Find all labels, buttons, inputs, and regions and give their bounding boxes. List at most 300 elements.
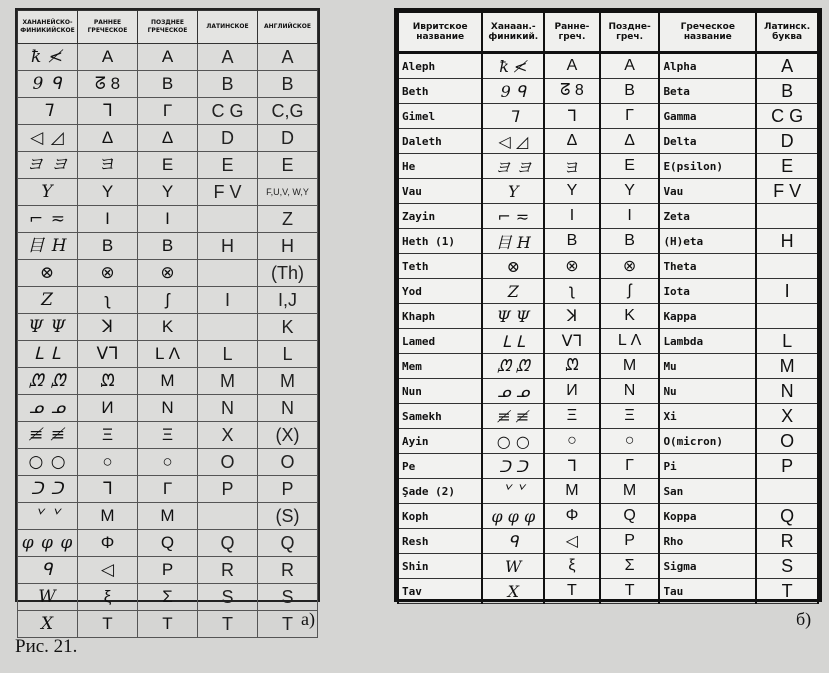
table-a-cell: (X) — [258, 422, 318, 449]
table-b-cell: ꓘ — [544, 304, 600, 329]
table-b-cell: E(psilon) — [659, 154, 756, 179]
table-a-cell: (Th) — [258, 260, 318, 287]
table-b-cell: Teth — [398, 254, 482, 279]
table-b-cell: Iota — [659, 279, 756, 304]
table-a-cell: ᐯᒣ — [78, 341, 138, 368]
table-b-cell — [756, 304, 818, 329]
table-a-cell: E — [258, 152, 318, 179]
table-b-cell: O(micron) — [659, 429, 756, 454]
table-b-cell: Sigma — [659, 554, 756, 579]
table-b-cell: ○ — [544, 429, 600, 454]
table-row — [18, 233, 318, 260]
table-a-cell: Ψ Ψ — [18, 314, 78, 341]
table-a-cell — [198, 503, 258, 530]
table-row — [398, 229, 818, 254]
table-a-cell: ᓄ ᓄ — [18, 395, 78, 422]
table-a-cell: D — [258, 125, 318, 152]
table-row — [398, 504, 818, 529]
table-a-cell: M — [198, 368, 258, 395]
table-b-cell: N — [600, 379, 660, 404]
table-row — [18, 557, 318, 584]
table-a-header-cell: ХАНАНЕЙСКО-ФИНИКИЙСКОЕ — [18, 11, 78, 44]
table-b-cell: Zeta — [659, 204, 756, 229]
table-row — [18, 503, 318, 530]
table-a-cell: ᒣ — [78, 98, 138, 125]
table-b-cell: ◁ ◿ — [482, 129, 544, 154]
table-row — [398, 579, 818, 604]
table-a-cell: B — [78, 233, 138, 260]
table-b-cell: K — [600, 304, 660, 329]
table-row — [18, 314, 318, 341]
table-a — [15, 8, 320, 634]
table-b-cell: E — [756, 154, 818, 179]
table-b-cell: R — [756, 529, 818, 554]
figure-caption: Рис. 21. — [15, 636, 78, 657]
table-b-cell: ᐯᒣ — [544, 329, 600, 354]
table-a-cell: C,G — [258, 98, 318, 125]
table-b-cell: Theta — [659, 254, 756, 279]
table-a-cell: F V — [198, 179, 258, 206]
table-b-cell: Koph — [398, 504, 482, 529]
table-b-cell: ヨ ヨ — [482, 154, 544, 179]
table-a-cell: T — [258, 611, 318, 638]
table-b-cell: Γ — [600, 104, 660, 129]
table-b-cell: Σ — [600, 554, 660, 579]
table-row — [398, 554, 818, 579]
table-row — [18, 287, 318, 314]
table-b-cell: ⊗ — [482, 254, 544, 279]
table-b-cell: ○ ○ — [482, 429, 544, 454]
table-a-cell: I,J — [258, 287, 318, 314]
table-a-cell: ʅ — [78, 287, 138, 314]
table-b-cell: D — [756, 129, 818, 154]
table-b-cell: C G — [756, 104, 818, 129]
table-a-cell: ꝁ ≮ — [18, 44, 78, 71]
table-b-cell: I — [756, 279, 818, 304]
table-b-cell: San — [659, 479, 756, 504]
table-a-cell: N — [198, 395, 258, 422]
table-a-cell: Q — [258, 530, 318, 557]
table-a-cell: B — [138, 71, 198, 98]
table-a-cell: Ξ — [138, 422, 198, 449]
table-a-cell: ◁ — [78, 557, 138, 584]
table-b-cell: Lambda — [659, 329, 756, 354]
table-a-cell: Q — [198, 530, 258, 557]
table-b-cell: ꝁ ≮ — [482, 53, 544, 79]
table-a-cell: 9 ᑫ — [18, 71, 78, 98]
table-a-cell: ᑐ ᑐ — [18, 476, 78, 503]
table-b-cell: Tau — [659, 579, 756, 604]
table-b-cell: Γ — [600, 454, 660, 479]
table-a-cell: ⊗ — [18, 260, 78, 287]
table-a-cell: O — [198, 449, 258, 476]
table-a-cell: ≢ ≢ — [18, 422, 78, 449]
table-a-cell: ◁ ◿ — [18, 125, 78, 152]
table-b-cell: Pe — [398, 454, 482, 479]
table-b-cell: ᘁ ᘁ — [482, 479, 544, 504]
table-b-cell: Yod — [398, 279, 482, 304]
table-b-cell: N — [756, 379, 818, 404]
table-b-cell: ξ — [544, 554, 600, 579]
table-row — [18, 449, 318, 476]
table-a-cell: P — [198, 476, 258, 503]
table-b-cell: Q — [756, 504, 818, 529]
table-b-header-row — [398, 12, 818, 53]
table-b-cell: O — [756, 429, 818, 454]
table-a-cell: ⊗ — [138, 260, 198, 287]
table-a-cell: N — [258, 395, 318, 422]
table-a-cell: ᒣ — [18, 98, 78, 125]
table-b-cell: Resh — [398, 529, 482, 554]
table-row — [398, 279, 818, 304]
table-b-cell: Beth — [398, 79, 482, 104]
table-b-cell: ᘔ 8 — [544, 79, 600, 104]
table-a-cell: И — [78, 395, 138, 422]
table-b-cell: X — [482, 579, 544, 604]
table-a-cell: Σ — [138, 584, 198, 611]
table-a-cell: S — [198, 584, 258, 611]
table-b-cell: ᑫ — [482, 529, 544, 554]
table-b-cell: M — [544, 479, 600, 504]
table-b-cell: 目 H — [482, 229, 544, 254]
table-a-cell: K — [138, 314, 198, 341]
table-b-header-cell: Латинск. буква — [756, 12, 818, 53]
table-a-cell: Y — [138, 179, 198, 206]
table-b-cell: Aleph — [398, 53, 482, 79]
table-b-cell: B — [600, 79, 660, 104]
table-row — [398, 404, 818, 429]
table-b-cell — [756, 479, 818, 504]
table-a-cell: Δ — [78, 125, 138, 152]
table-a-cell: X — [198, 422, 258, 449]
table-b-cell: Ayin — [398, 429, 482, 454]
table-a-cell — [198, 314, 258, 341]
table-row — [18, 206, 318, 233]
table-a-cell: ᘔ 8 — [78, 71, 138, 98]
table-a-cell: B — [198, 71, 258, 98]
table-b-cell: Y — [482, 179, 544, 204]
table-b-cell: Pi — [659, 454, 756, 479]
table-a-cell: I — [78, 206, 138, 233]
table-a-cell: C G — [198, 98, 258, 125]
table-row — [398, 179, 818, 204]
table-a-cell: R — [198, 557, 258, 584]
table-a-cell: T — [138, 611, 198, 638]
table-row — [398, 454, 818, 479]
table-a-cell: ⌐ ≂ — [18, 206, 78, 233]
table-a-cell: (S) — [258, 503, 318, 530]
table-b-cell: ᒣ — [544, 104, 600, 129]
table-a-cell: A — [198, 44, 258, 71]
table-b-cell: F V — [756, 179, 818, 204]
table-row — [398, 53, 818, 79]
label-a: а) — [301, 609, 315, 629]
table-b-cell: M — [600, 354, 660, 379]
table-b-cell: И — [544, 379, 600, 404]
table-a-cell: E — [198, 152, 258, 179]
table-row — [398, 354, 818, 379]
table-a-cell: Z — [258, 206, 318, 233]
table-a-cell: T — [198, 611, 258, 638]
table-b-cell: A — [600, 53, 660, 79]
table-b-cell: M — [756, 354, 818, 379]
table-b-cell: ᓄ ᓄ — [482, 379, 544, 404]
table-a-cell: ○ ○ — [18, 449, 78, 476]
table-a-cell: Y — [78, 179, 138, 206]
table-a-cell: ヨ ヨ — [18, 152, 78, 179]
table-b-cell: A — [756, 53, 818, 79]
table-b-cell: A — [544, 53, 600, 79]
table-a-header-cell: ПОЗДНЕЕ ГРЕЧЕСКОЕ — [138, 11, 198, 44]
table-b-cell: Vau — [398, 179, 482, 204]
table-b-cell: Daleth — [398, 129, 482, 154]
table-a-cell: D — [198, 125, 258, 152]
table-b-cell: Delta — [659, 129, 756, 154]
table-b-cell: Gamma — [659, 104, 756, 129]
table-a-cell: L — [198, 341, 258, 368]
table-row — [398, 329, 818, 354]
table-row — [398, 154, 818, 179]
table-a-cell: L Λ — [138, 341, 198, 368]
table-a-cell: L — [258, 341, 318, 368]
table-b-cell: ʃ — [600, 279, 660, 304]
table-a-cell: ᘻ — [78, 368, 138, 395]
table-b-cell: Φ — [544, 504, 600, 529]
table-b-cell: (H)eta — [659, 229, 756, 254]
table-b-cell: Rho — [659, 529, 756, 554]
table-b-cell: ≢ ≢ — [482, 404, 544, 429]
table-b-cell: Q — [600, 504, 660, 529]
table-b-cell: ○ — [600, 429, 660, 454]
table-b-cell: L Λ — [600, 329, 660, 354]
table-row — [398, 104, 818, 129]
table-b-cell: Δ — [600, 129, 660, 154]
table-row — [398, 429, 818, 454]
table-a-header-cell: РАННЕЕ ГРЕЧЕСКОЕ — [78, 11, 138, 44]
table-row — [398, 204, 818, 229]
table-b-cell: Şade (2) — [398, 479, 482, 504]
table-b-cell: Xi — [659, 404, 756, 429]
table-b-cell: Vau — [659, 179, 756, 204]
table-b-cell: T — [756, 579, 818, 604]
table-a-cell: Ξ — [78, 422, 138, 449]
table-b-header-cell: Ранне-греч. — [544, 12, 600, 53]
table-b-cell: S — [756, 554, 818, 579]
table-b-cell: ᑐ ᑐ — [482, 454, 544, 479]
table-a-cell: S — [258, 584, 318, 611]
table-b-cell: Shin — [398, 554, 482, 579]
table-row — [18, 368, 318, 395]
table-b-cell: ᒣ — [544, 454, 600, 479]
table-a-cell: φ φ φ — [18, 530, 78, 557]
table-b-cell: Koppa — [659, 504, 756, 529]
table-b-cell: I — [600, 204, 660, 229]
table-a-cell: ᒪ ᒪ — [18, 341, 78, 368]
table-b-cell: ⊗ — [544, 254, 600, 279]
table-a-cell: ᘁ ᘁ — [18, 503, 78, 530]
table-a-cell: I — [198, 287, 258, 314]
table-a-header-cell: АНГЛИЙСКОЕ — [258, 11, 318, 44]
table-b-cell: P — [600, 529, 660, 554]
table-a-cell: I — [138, 206, 198, 233]
table-row — [18, 98, 318, 125]
table-b-cell: ᘻ ᘻ — [482, 354, 544, 379]
table-a-cell: B — [138, 233, 198, 260]
table-b-cell: He — [398, 154, 482, 179]
table-row — [398, 529, 818, 554]
table-b-cell: 9 ᑫ — [482, 79, 544, 104]
table-b-cell: Kappa — [659, 304, 756, 329]
table-a-cell: ○ — [138, 449, 198, 476]
table-b-header-cell: Поздне-греч. — [600, 12, 660, 53]
table-row — [398, 254, 818, 279]
table-b — [394, 8, 822, 602]
table-row — [18, 422, 318, 449]
table-a-cell: Δ — [138, 125, 198, 152]
table-b-cell: L — [756, 329, 818, 354]
table-a-cell: N — [138, 395, 198, 422]
table-b-cell: Ξ — [600, 404, 660, 429]
table-b-cell: ᘻ — [544, 354, 600, 379]
table-row — [18, 395, 318, 422]
table-b-cell: ᒪ ᒪ — [482, 329, 544, 354]
table-a-cell: H — [258, 233, 318, 260]
table-a-header-row — [18, 11, 318, 44]
table-row — [398, 479, 818, 504]
table-a-cell: K — [258, 314, 318, 341]
table-b-cell: ◁ — [544, 529, 600, 554]
table-b-cell: Nu — [659, 379, 756, 404]
table-b-header-cell: Ивритское название — [398, 12, 482, 53]
table-b-body — [398, 53, 818, 604]
table-a-cell: ○ — [78, 449, 138, 476]
table-a-cell: Γ — [138, 476, 198, 503]
table-b-cell: W — [482, 554, 544, 579]
table-a-cell: ᑫ — [18, 557, 78, 584]
table-a-cell: F,U,V, W,Y — [258, 179, 318, 206]
table-b-cell: Alpha — [659, 53, 756, 79]
table-b-cell: B — [544, 229, 600, 254]
table-b-cell — [756, 254, 818, 279]
table-a-cell: M — [138, 503, 198, 530]
table-b-cell: Mem — [398, 354, 482, 379]
table-a-cell: Y — [18, 179, 78, 206]
table-b-cell: B — [600, 229, 660, 254]
table-b-cell: Y — [600, 179, 660, 204]
table-b-cell: ヨ — [544, 154, 600, 179]
table-row — [398, 379, 818, 404]
table-a-cell: ヨ — [78, 152, 138, 179]
table-b-cell: B — [756, 79, 818, 104]
table-row — [18, 476, 318, 503]
table-b-cell: Samekh — [398, 404, 482, 429]
table-row — [18, 530, 318, 557]
table-b-cell: Heth (1) — [398, 229, 482, 254]
table-b-cell: X — [756, 404, 818, 429]
table-a-cell: ξ — [78, 584, 138, 611]
table-b-cell: ʅ — [544, 279, 600, 304]
table-a-cell: X — [18, 611, 78, 638]
table-row — [18, 152, 318, 179]
table-a-cell: ⊗ — [78, 260, 138, 287]
table-row — [18, 584, 318, 611]
table-row — [18, 341, 318, 368]
table-b-cell: Lamed — [398, 329, 482, 354]
table-b-cell: Gimel — [398, 104, 482, 129]
table-a-cell: Z — [18, 287, 78, 314]
table-b-cell: Beta — [659, 79, 756, 104]
table-a-cell: R — [258, 557, 318, 584]
table-a-cell: M — [138, 368, 198, 395]
table-b-cell: Ξ — [544, 404, 600, 429]
table-row — [18, 611, 318, 638]
table-b-cell: φ φ φ — [482, 504, 544, 529]
table-a-cell: T — [78, 611, 138, 638]
table-a-cell: M — [258, 368, 318, 395]
table-row — [18, 125, 318, 152]
table-a-cell: O — [258, 449, 318, 476]
table-b-cell: Y — [544, 179, 600, 204]
table-a-cell: 目 H — [18, 233, 78, 260]
table-b-cell: Tav — [398, 579, 482, 604]
table-b-cell: Nun — [398, 379, 482, 404]
table-a-cell: A — [138, 44, 198, 71]
table-b-cell: Z — [482, 279, 544, 304]
table-row — [18, 44, 318, 71]
table-a-body — [18, 44, 318, 638]
table-row — [398, 304, 818, 329]
table-b-cell: T — [544, 579, 600, 604]
table-row — [18, 260, 318, 287]
table-a-cell: ꓘ — [78, 314, 138, 341]
table-b-cell: ⊗ — [600, 254, 660, 279]
table-b-cell: I — [544, 204, 600, 229]
table-b-header-cell: Ханаан.-финикий. — [482, 12, 544, 53]
table-b-cell: E — [600, 154, 660, 179]
table-a-cell: Φ — [78, 530, 138, 557]
table-a-cell: E — [138, 152, 198, 179]
table-a-cell: Q — [138, 530, 198, 557]
table-b-cell — [756, 204, 818, 229]
table-a-header-cell: ЛАТИНСКОЕ — [198, 11, 258, 44]
table-a-cell: ʃ — [138, 287, 198, 314]
table-a-cell — [198, 206, 258, 233]
table-a-cell: P — [138, 557, 198, 584]
table-b-cell: Ψ Ψ — [482, 304, 544, 329]
table-a-cell: M — [78, 503, 138, 530]
table-a-cell: Γ — [138, 98, 198, 125]
table-b-cell: Khaph — [398, 304, 482, 329]
table-a-cell: H — [198, 233, 258, 260]
table-b-cell: Δ — [544, 129, 600, 154]
table-a-cell: B — [258, 71, 318, 98]
label-b: б) — [796, 609, 812, 629]
table-row — [18, 179, 318, 206]
table-b-cell: P — [756, 454, 818, 479]
table-a-cell: W — [18, 584, 78, 611]
table-a-cell — [198, 260, 258, 287]
table-a-cell: P — [258, 476, 318, 503]
table-row — [398, 129, 818, 154]
table-a-cell: ᒣ — [78, 476, 138, 503]
table-b-cell: Zayin — [398, 204, 482, 229]
table-b-cell: H — [756, 229, 818, 254]
table-b-cell: ᒣ — [482, 104, 544, 129]
table-a-cell: A — [258, 44, 318, 71]
table-b-cell: Mu — [659, 354, 756, 379]
table-b-cell: ⌐ ≂ — [482, 204, 544, 229]
table-a-cell: ᘻ ᘻ — [18, 368, 78, 395]
